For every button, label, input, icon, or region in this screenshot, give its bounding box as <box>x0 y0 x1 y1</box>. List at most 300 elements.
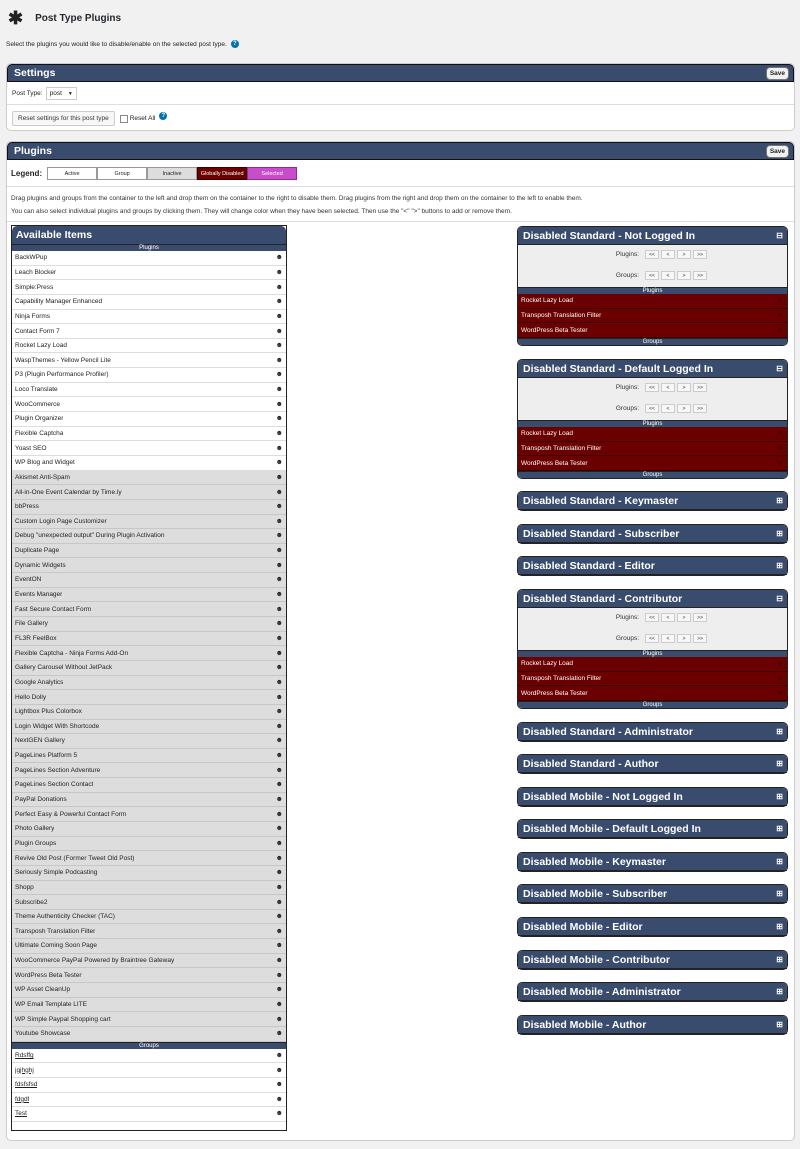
user-icon: ☻ <box>275 386 283 394</box>
plugin-name: Duplicate Page <box>15 547 60 555</box>
disabled-panel-header[interactable] <box>518 918 787 936</box>
disabled-panel <box>517 491 788 511</box>
group-item[interactable] <box>12 1093 286 1108</box>
expand-icon[interactable]: ⊞ <box>776 888 783 898</box>
plugin-name: Events Manager <box>15 591 63 599</box>
user-icon: ☻ <box>275 342 283 350</box>
reset-all-checkbox[interactable] <box>120 115 128 123</box>
available-groups-header: Groups <box>12 1042 286 1049</box>
plugin-name: Hello Dolly <box>15 693 47 701</box>
move-all-left-button[interactable]: << <box>645 404 659 413</box>
plugin-name: Photo Gallery <box>15 825 55 833</box>
disabled-panel-title: Disabled Mobile - Not Logged In <box>523 790 683 803</box>
plugin-item[interactable] <box>12 500 286 515</box>
plugin-item[interactable] <box>12 822 286 837</box>
legend <box>11 167 297 180</box>
plugin-name: EventON <box>15 576 42 584</box>
plugin-name: PayPal Donations <box>15 796 67 804</box>
disabled-plugins-header: Plugins <box>518 287 787 294</box>
move-right-button[interactable]: > <box>677 404 691 413</box>
disabled-panel-header[interactable] <box>518 360 787 378</box>
user-icon: ☻ <box>776 445 784 453</box>
settings-box <box>6 63 795 131</box>
plugin-name: WP Blog and Widget <box>15 459 75 467</box>
disabled-plugin-item[interactable] <box>518 323 787 338</box>
plugin-name: Login Widget With Shortcode <box>15 722 100 730</box>
disabled-groups-header: Groups <box>518 338 787 345</box>
user-icon: ☻ <box>275 869 283 877</box>
plugin-item[interactable] <box>12 573 286 588</box>
available-plugins-header: Plugins <box>12 244 286 251</box>
user-icon: ☻ <box>776 660 784 668</box>
disabled-panel-title: Disabled Mobile - Author <box>523 1018 647 1031</box>
disabled-plugin-name: Transposh Translation Filter <box>521 445 602 453</box>
page-title: Post Type Plugins <box>35 12 122 24</box>
plugin-item[interactable] <box>12 939 286 954</box>
disabled-panel-header[interactable] <box>518 951 787 969</box>
disabled-panel-header[interactable] <box>518 885 787 903</box>
plugin-item[interactable] <box>12 954 286 969</box>
move-all-left-button[interactable]: << <box>645 383 659 392</box>
disabled-plugins-header: Plugins <box>518 650 787 657</box>
user-icon: ☻ <box>275 1066 283 1074</box>
move-right-button[interactable]: > <box>677 634 691 643</box>
plugin-item[interactable] <box>12 851 286 866</box>
page-description-row <box>6 40 239 48</box>
settings-save-button[interactable]: Save <box>766 67 789 80</box>
plugin-name: Youtube Showcase <box>15 1030 71 1038</box>
disabled-panel-title: Disabled Mobile - Administrator <box>523 985 681 998</box>
expand-icon[interactable]: ⊞ <box>776 986 783 996</box>
plugin-name: NextGEN Gallery <box>15 737 65 745</box>
disabled-panel <box>517 852 788 872</box>
plugin-item[interactable] <box>12 441 286 456</box>
legend-active-label: Active <box>64 170 80 177</box>
user-icon: ☻ <box>776 326 784 334</box>
move-all-right-button[interactable]: >> <box>693 634 707 643</box>
user-icon: ☻ <box>275 1015 283 1023</box>
user-icon: ☻ <box>275 942 283 950</box>
disabled-plugin-item[interactable] <box>518 686 787 701</box>
disabled-panel-title: Disabled Standard - Not Logged In <box>523 229 696 242</box>
user-icon: ☻ <box>275 283 283 291</box>
plugin-item[interactable] <box>12 734 286 749</box>
expand-icon[interactable]: ⊞ <box>776 528 783 538</box>
disabled-panel-title: Disabled Standard - Editor <box>523 559 655 572</box>
expand-icon[interactable]: ⊞ <box>776 726 783 736</box>
disabled-plugin-name: WordPress Beta Tester <box>521 459 588 467</box>
disabled-plugin-item[interactable] <box>518 442 787 457</box>
legend-inactive-label: Inactive <box>162 170 182 177</box>
move-all-right-button[interactable]: >> <box>693 271 707 280</box>
plugin-item[interactable] <box>12 295 286 310</box>
move-all-right-button[interactable]: >> <box>693 613 707 622</box>
user-icon: ☻ <box>275 971 283 979</box>
user-icon: ☻ <box>275 781 283 789</box>
plugin-name: Contact Form 7 <box>15 327 60 335</box>
disabled-panel-title: Disabled Mobile - Contributor <box>523 953 670 966</box>
plugin-name: Flexible Captcha - Ninja Forms Add-On <box>15 649 129 657</box>
plugin-item[interactable] <box>12 793 286 808</box>
plugin-item[interactable] <box>12 1012 286 1027</box>
plugin-item[interactable] <box>12 558 286 573</box>
collapse-icon[interactable]: ⊟ <box>776 230 783 240</box>
plugins-nav-label: Plugins: <box>615 251 639 258</box>
disabled-plugin-item[interactable] <box>518 427 787 442</box>
disabled-panel-title: Disabled Standard - Subscriber <box>523 527 680 540</box>
disabled-panel-controls <box>518 378 787 420</box>
plugin-name: Seriously Simple Podcasting <box>15 869 98 877</box>
plugin-item[interactable] <box>12 910 286 925</box>
plugin-item[interactable] <box>12 866 286 881</box>
disabled-plugin-name: WordPress Beta Tester <box>521 326 588 334</box>
plugin-item[interactable] <box>12 368 286 383</box>
user-icon: ☻ <box>275 444 283 452</box>
user-icon: ☻ <box>275 532 283 540</box>
move-right-button[interactable]: > <box>677 271 691 280</box>
plugin-item[interactable] <box>12 837 286 852</box>
plugin-name: Google Analytics <box>15 678 64 686</box>
plugin-item[interactable] <box>12 310 286 325</box>
user-icon: ☻ <box>275 986 283 994</box>
legend-label: Legend: <box>11 169 43 178</box>
user-icon: ☻ <box>275 488 283 496</box>
user-icon: ☻ <box>275 898 283 906</box>
plugin-name: Loco Translate <box>15 386 58 394</box>
user-icon: ☻ <box>275 1081 283 1089</box>
disabled-panel-title: Disabled Mobile - Keymaster <box>523 855 666 868</box>
user-icon: ☻ <box>275 883 283 891</box>
help-icon[interactable]: ? <box>231 40 239 48</box>
move-left-button[interactable]: < <box>661 634 675 643</box>
user-icon: ☻ <box>776 675 784 683</box>
plugin-name: Gallery Carousel Without JetPack <box>15 664 113 672</box>
plugin-item[interactable] <box>12 676 286 691</box>
page-header <box>8 8 121 28</box>
plugin-name: PageLines Platform 5 <box>15 752 78 760</box>
disabled-panel-header[interactable] <box>518 755 787 773</box>
settings-title: Settings <box>14 67 56 79</box>
disabled-panel-title: Disabled Standard - Author <box>523 757 659 770</box>
plugin-name: Rocket Lazy Load <box>15 342 68 350</box>
plugin-name: bbPress <box>15 503 39 511</box>
plugin-item[interactable] <box>12 720 286 735</box>
help-icon[interactable]: ? <box>159 112 167 120</box>
disabled-panel-title: Disabled Standard - Administrator <box>523 725 693 738</box>
expand-icon[interactable]: ⊞ <box>776 856 783 866</box>
plugin-name: Lightbox Plus Colorbox <box>15 708 82 716</box>
user-icon: ☻ <box>776 312 784 320</box>
user-icon: ☻ <box>275 503 283 511</box>
plugin-item[interactable] <box>12 544 286 559</box>
expand-icon[interactable]: ⊞ <box>776 495 783 505</box>
disabled-panel-title: Disabled Mobile - Subscriber <box>523 887 668 900</box>
plugin-name: Simple:Press <box>15 283 54 291</box>
move-left-button[interactable]: < <box>661 613 675 622</box>
group-item[interactable] <box>12 1049 286 1064</box>
plugin-item[interactable] <box>12 588 286 603</box>
move-left-button[interactable]: < <box>661 250 675 259</box>
plugin-name: FL3R FeelBox <box>15 634 57 642</box>
user-icon: ☻ <box>776 459 784 467</box>
plugin-name: Akismet Anti-Spam <box>15 473 70 481</box>
disabled-plugin-item[interactable] <box>518 657 787 672</box>
legend-group <box>97 167 147 180</box>
disabled-panel <box>517 359 788 479</box>
instruction-drag: Drag plugins and groups from the container to the left and drop them on the container to the right to disable them. Drag plugins from the right and drop them on the container to the left to enable them. <box>11 195 583 202</box>
plugin-item[interactable] <box>12 427 286 442</box>
plugin-name: Subscribe2 <box>15 898 48 906</box>
plugin-name: Ninja Forms <box>15 312 51 320</box>
user-icon: ☻ <box>275 254 283 262</box>
user-icon: ☻ <box>275 1030 283 1038</box>
plugin-name: Fast Secure Contact Form <box>15 605 92 613</box>
groups-nav-row <box>616 404 707 413</box>
expand-icon[interactable]: ⊞ <box>776 560 783 570</box>
plugin-item[interactable] <box>12 251 286 266</box>
plugin-item[interactable] <box>12 324 286 339</box>
settings-header <box>7 64 794 82</box>
disabled-panel-title: Disabled Mobile - Default Logged In <box>523 822 701 835</box>
plugin-item[interactable] <box>12 895 286 910</box>
plugin-item[interactable] <box>12 529 286 544</box>
plugin-name: BackWPup <box>15 254 48 262</box>
disabled-panel <box>517 226 788 346</box>
user-icon: ☻ <box>275 400 283 408</box>
page-description: Select the plugins you would like to disable/enable on the selected post type. <box>6 40 227 48</box>
legend-globally-disabled-label: Globally Disabled <box>200 170 244 177</box>
user-icon: ☻ <box>275 1051 283 1059</box>
group-name: Test <box>15 1110 27 1118</box>
disabled-panel-header[interactable] <box>518 820 787 838</box>
disabled-panel-header[interactable] <box>518 227 787 245</box>
plugins-save-button[interactable]: Save <box>766 145 789 158</box>
group-item[interactable] <box>12 1063 286 1078</box>
user-icon: ☻ <box>275 430 283 437</box>
plugin-item[interactable] <box>12 602 286 617</box>
disabled-panel <box>517 950 788 970</box>
plugin-item[interactable] <box>12 881 286 896</box>
plugin-item[interactable] <box>12 456 286 471</box>
plugin-item[interactable] <box>12 924 286 939</box>
plugin-name: WooCommerce <box>15 400 61 408</box>
user-icon: ☻ <box>275 825 283 833</box>
user-icon: ☻ <box>275 356 283 364</box>
disabled-plugin-item[interactable] <box>518 672 787 687</box>
disabled-panel <box>517 524 788 544</box>
expand-icon[interactable]: ⊞ <box>776 954 783 964</box>
plugin-item[interactable] <box>12 763 286 778</box>
user-icon: ☻ <box>275 517 283 525</box>
disabled-plugin-item[interactable] <box>518 294 787 309</box>
plugin-item[interactable] <box>12 646 286 661</box>
user-icon: ☻ <box>275 854 283 862</box>
disabled-plugin-name: Rocket Lazy Load <box>521 660 574 668</box>
user-icon: ☻ <box>275 312 283 320</box>
plugin-name: Capability Manager Enhanced <box>15 298 103 306</box>
plugin-item[interactable] <box>12 353 286 368</box>
plugin-item[interactable] <box>12 383 286 398</box>
disabled-plugins-header: Plugins <box>518 420 787 427</box>
plugin-item[interactable] <box>12 397 286 412</box>
disabled-groups-header: Groups <box>518 471 787 478</box>
reset-row <box>12 111 167 126</box>
user-icon: ☻ <box>275 605 283 613</box>
plugin-item[interactable] <box>12 339 286 354</box>
plugin-name: Leach Blocker <box>15 268 57 276</box>
legend-globally-disabled <box>197 167 247 180</box>
move-all-left-button[interactable]: << <box>645 250 659 259</box>
plugins-nav-row <box>616 613 707 622</box>
user-icon: ☻ <box>275 473 283 481</box>
disabled-plugin-item[interactable] <box>518 309 787 324</box>
user-icon: ☻ <box>776 430 784 438</box>
groups-nav-label: Groups: <box>615 405 639 412</box>
move-all-left-button[interactable]: << <box>645 634 659 643</box>
plugin-item[interactable] <box>12 485 286 500</box>
user-icon: ☻ <box>275 737 283 745</box>
disabled-panel-header[interactable] <box>518 590 787 608</box>
plugin-item[interactable] <box>12 690 286 705</box>
plugin-item[interactable] <box>12 705 286 720</box>
move-right-button[interactable]: > <box>677 383 691 392</box>
disabled-panel <box>517 1015 788 1035</box>
expand-icon[interactable]: ⊞ <box>776 1019 783 1029</box>
plugin-item[interactable] <box>12 968 286 983</box>
plugin-name: Plugin Groups <box>15 839 57 847</box>
collapse-icon[interactable]: ⊟ <box>776 363 783 373</box>
move-all-right-button[interactable]: >> <box>693 383 707 392</box>
reset-all-label: Reset All <box>129 115 156 122</box>
disabled-panel-header[interactable] <box>518 853 787 871</box>
plugins-nav-label: Plugins: <box>615 384 639 391</box>
disabled-panel-header[interactable] <box>518 983 787 1001</box>
plugin-name: PageLines Section Contact <box>15 781 94 789</box>
plugin-item[interactable] <box>12 412 286 427</box>
collapse-icon[interactable]: ⊟ <box>776 593 783 603</box>
expand-icon[interactable]: ⊞ <box>776 921 783 931</box>
group-item[interactable] <box>12 1107 286 1122</box>
move-all-right-button[interactable]: >> <box>693 250 707 259</box>
plugin-item[interactable] <box>12 471 286 486</box>
disabled-groups-header: Groups <box>518 701 787 708</box>
move-right-button[interactable]: > <box>677 250 691 259</box>
disabled-panel-header[interactable] <box>518 492 787 510</box>
user-icon: ☻ <box>275 752 283 760</box>
plugin-name: WordPress Beta Tester <box>15 971 82 979</box>
disabled-plugin-item[interactable] <box>518 456 787 471</box>
plugin-name: WP Email Template LITE <box>15 1000 88 1008</box>
disabled-panel <box>517 982 788 1002</box>
move-all-left-button[interactable]: << <box>645 271 659 280</box>
chevron-down-icon: ▼ <box>67 90 73 97</box>
plugin-name: Shopp <box>15 883 34 891</box>
plugin-item[interactable] <box>12 661 286 676</box>
plugin-name: Plugin Organizer <box>15 415 64 423</box>
user-icon: ☻ <box>275 839 283 847</box>
asterisk-icon: ✱ <box>8 8 24 28</box>
user-icon: ☻ <box>776 297 784 305</box>
plugin-item[interactable] <box>12 617 286 632</box>
move-left-button[interactable]: < <box>661 271 675 280</box>
legend-active <box>47 167 97 180</box>
plugin-item[interactable] <box>12 266 286 281</box>
plugin-item[interactable] <box>12 1027 286 1042</box>
move-all-left-button[interactable]: << <box>645 613 659 622</box>
disabled-panel-header[interactable] <box>518 723 787 741</box>
user-icon: ☻ <box>275 591 283 599</box>
user-icon: ☻ <box>275 664 283 672</box>
expand-icon[interactable]: ⊞ <box>776 823 783 833</box>
plugin-name: Perfect Easy & Powerful Contact Form <box>15 810 127 818</box>
plugin-item[interactable] <box>12 280 286 295</box>
user-icon: ☻ <box>275 957 283 965</box>
move-left-button[interactable]: < <box>661 404 675 413</box>
group-name: Rdsffg <box>15 1051 34 1059</box>
disabled-plugin-name: WordPress Beta Tester <box>521 689 588 697</box>
user-icon: ☻ <box>275 415 283 423</box>
plugin-item[interactable] <box>12 998 286 1013</box>
disabled-panel-header[interactable] <box>518 557 787 575</box>
plugin-name: PageLines Section Adventure <box>15 766 101 774</box>
disabled-panel-header[interactable] <box>518 788 787 806</box>
post-type-select[interactable] <box>46 87 77 100</box>
disabled-panel <box>517 722 788 742</box>
move-right-button[interactable]: > <box>677 613 691 622</box>
disabled-panel <box>517 917 788 937</box>
disabled-panel <box>517 819 788 839</box>
plugins-title: Plugins <box>14 145 52 157</box>
plugin-item[interactable] <box>12 632 286 647</box>
move-all-right-button[interactable]: >> <box>693 404 707 413</box>
disabled-panel <box>517 884 788 904</box>
disabled-plugin-name: Transposh Translation Filter <box>521 675 602 683</box>
plugin-item[interactable] <box>12 515 286 530</box>
group-name: fdsfsfsd <box>15 1081 38 1089</box>
disabled-panel-title: Disabled Mobile - Editor <box>523 920 643 933</box>
reset-post-type-button[interactable]: Reset settings for this post type <box>12 111 115 126</box>
plugin-item[interactable] <box>12 749 286 764</box>
expand-icon[interactable]: ⊞ <box>776 791 783 801</box>
legend-divider <box>7 186 794 187</box>
user-icon: ☻ <box>275 722 283 730</box>
groups-nav-row <box>616 271 707 280</box>
plugin-name: WaspThemes - Yellow Pencil Lite <box>15 356 111 364</box>
group-name: fdgdf <box>15 1095 30 1103</box>
plugin-item[interactable] <box>12 807 286 822</box>
expand-icon[interactable]: ⊞ <box>776 758 783 768</box>
user-icon: ☻ <box>776 689 784 697</box>
user-icon: ☻ <box>275 649 283 657</box>
available-items-title: Available Items <box>12 226 286 244</box>
user-icon: ☻ <box>275 459 283 467</box>
group-item[interactable] <box>12 1078 286 1093</box>
disabled-panel-title: Disabled Standard - Default Logged In <box>523 362 714 375</box>
available-items-panel <box>11 225 287 1131</box>
user-icon: ☻ <box>275 678 283 686</box>
disabled-panel-controls <box>518 245 787 287</box>
plugin-name: File Gallery <box>15 620 48 628</box>
instruction-select: You can also select individual plugins and groups by clicking them. They will change color when they have been selected. Then use the "<" ">" buttons to add or remove them. <box>11 208 512 215</box>
user-icon: ☻ <box>275 561 283 569</box>
disabled-panel-header[interactable] <box>518 1016 787 1034</box>
disabled-panel <box>517 589 788 709</box>
plugin-item[interactable] <box>12 778 286 793</box>
move-left-button[interactable]: < <box>661 383 675 392</box>
plugin-item[interactable] <box>12 983 286 998</box>
disabled-plugin-name: Rocket Lazy Load <box>521 297 574 305</box>
disabled-panel-header[interactable] <box>518 525 787 543</box>
